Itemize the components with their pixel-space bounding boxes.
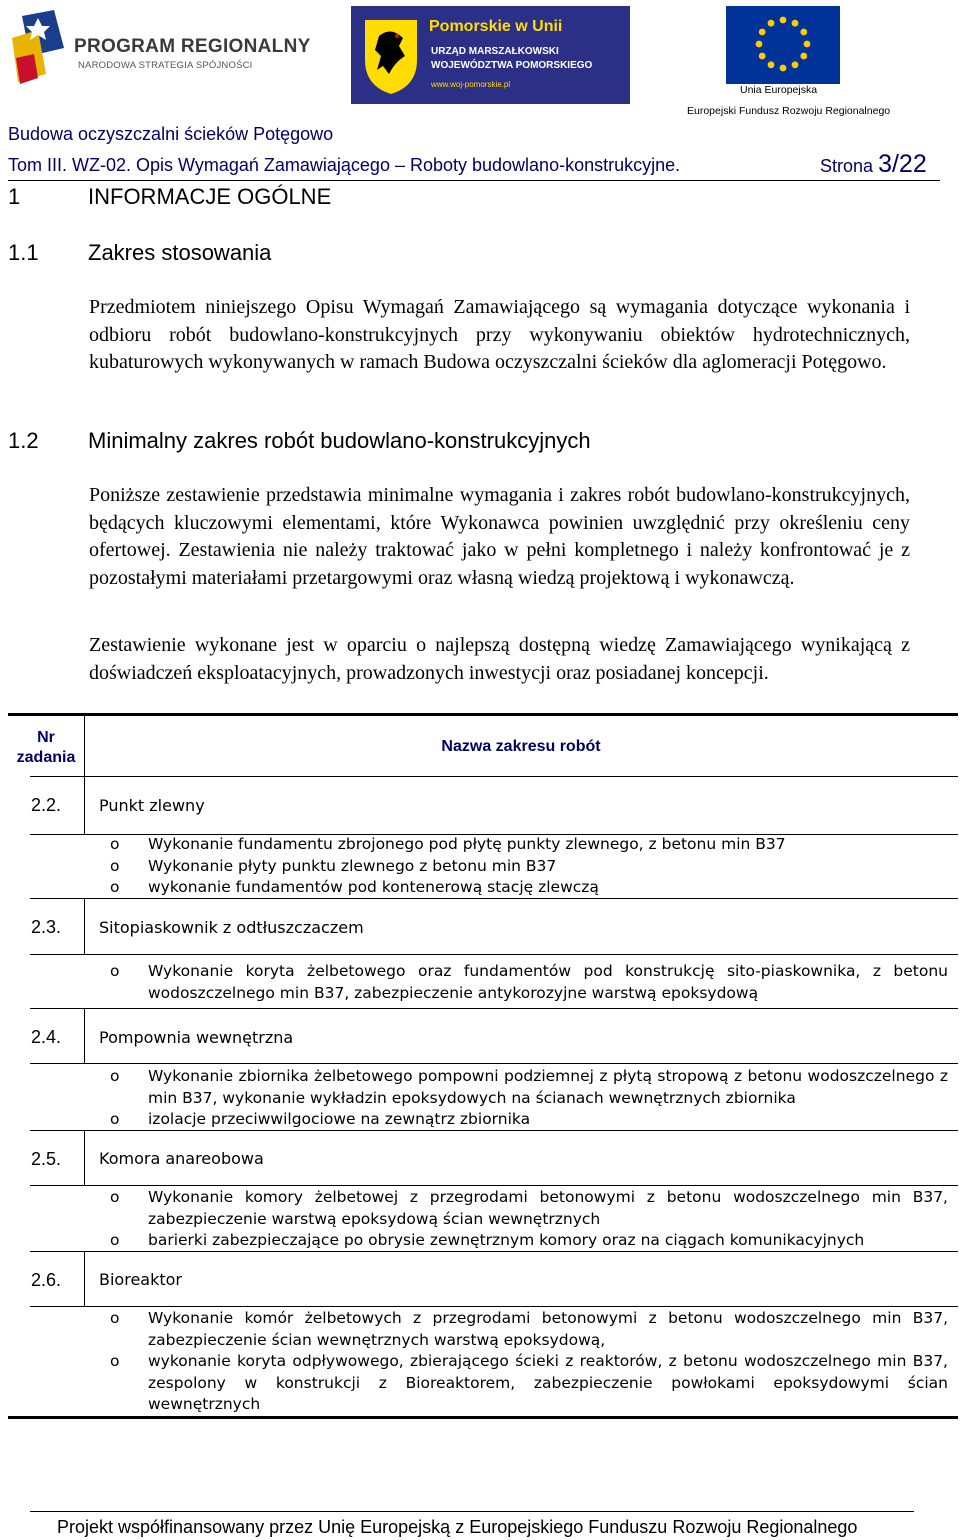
list-item: o Wykonanie zbiornika żelbetowego pompowni podziemnej z płytą stropową z betonu wodoszczelnego z min B37, wykonanie wykładzin epoksydowych na ścianach wewnętrznych zbiornika: [110, 1066, 948, 1109]
section-1-1-title: Zakres stosowania: [88, 240, 272, 265]
table-top-border: [8, 713, 958, 716]
eu-flag-logo: [726, 6, 840, 84]
row-2-4-number: 2.4.: [30, 1027, 62, 1047]
pomorskie-line1: URZĄD MARSZAŁKOWSKI: [431, 46, 559, 57]
row-rule: [30, 954, 958, 955]
eu-fund-label: Europejski Fundusz Rozwoju Regionalnego: [687, 105, 891, 117]
list-item: o Wykonanie komór żelbetowych z przegrodami betonowymi z betonu wodoszczelnego min B37, zabezpieczenie ścian wewnętrznych warstwą epoksydową,: [110, 1308, 948, 1351]
pomorskie-title: Pomorskie w Unii: [429, 18, 563, 35]
eu-stars-icon: [726, 6, 840, 84]
section-1-2-text-1: Poniższe zestawienie przedstawia minimalne wymagania i zakres robót budowlano-konstrukcyjnych, będących kluczowymi elementami, które Wykonawca powinien uwzględnić przy określeniu ceny ofertowej. Zestawienia nie należy traktować jako w pełni kompletnego i należy konfrontować je z pozostałymi materiałami przetargowymi oraz własną wiedzą projektową i wykonawczą.: [89, 484, 910, 589]
row-divider: [84, 1252, 85, 1307]
row-divider: [84, 899, 85, 955]
header-project: Budowa oczyszczalni ścieków Potęgowo: [8, 124, 334, 144]
section-1-1-heading: [8, 240, 271, 266]
pomorskie-url: www.woj-pomorskie.pl: [431, 80, 511, 89]
list-item: o Wykonanie płyty punktu zlewnego z betonu min B37: [110, 856, 948, 878]
list-item: o wykonanie fundamentów pod kontenerową stację zlewczą: [110, 877, 948, 899]
row-2-3-items: [110, 961, 948, 1004]
row-divider: [84, 1131, 85, 1186]
row-rule: [30, 1185, 958, 1186]
section-1-1-number: 1.1: [8, 240, 39, 265]
program-regionalny-title: PROGRAM REGIONALNY: [74, 36, 311, 57]
footer-rule: [30, 1511, 914, 1512]
section-1-2-number: 1.2: [8, 428, 39, 453]
row-rule: [30, 1063, 958, 1064]
table-bottom-border: [8, 1416, 958, 1419]
row-divider: [84, 777, 85, 835]
griffin-crest-icon: [359, 16, 423, 96]
list-item: o Wykonanie komory żelbetowej z przegrodami betonowymi z betonu wodoszczelnego min B37, zabezpieczenie warstwą epoksydową ścian wewnętrznych: [110, 1187, 948, 1230]
section-1-1-text: Przedmiotem niniejszego Opisu Wymagań Zamawiającego są wymagania dotyczące wykonania i odbioru robót budowlano-konstrukcyjnych przy wykonywaniu obiektów hydrotechnicznych, kubaturowych wykonywanych w ramach Budowa oczyszczalni ścieków dla aglomeracji Potęgowo.: [89, 296, 910, 374]
program-regionalny-subtitle: NARODOWA STRATEGIA SPÓJNOŚCI: [78, 60, 253, 71]
header-rule: [8, 180, 940, 181]
header-document: Tom III. WZ-02. Opis Wymagań Zamawiającego – Roboty budowlano-konstrukcyjne.: [8, 155, 681, 175]
eu-label: Unia Europejska: [740, 84, 818, 96]
row-2-2-items: [110, 834, 948, 899]
list-item: o Wykonanie koryta żelbetowego oraz fundamentów pod konstrukcję sito-piaskownika, z betonu wodoszczelnego min B37, zabezpieczenie antykorozyjne warstwą epoksydową: [110, 961, 948, 1004]
row-rule: [30, 898, 958, 899]
row-2-2-number: 2.2.: [30, 795, 62, 815]
table-header-rule: [30, 776, 958, 777]
section-1-2-title: Minimalny zakres robót budowlano-konstrukcyjnych: [88, 428, 591, 453]
row-2-6-number: 2.6.: [30, 1270, 62, 1290]
row-2-2-title: Punkt zlewny: [99, 796, 205, 815]
page-label: Strona: [820, 156, 874, 176]
row-rule: [30, 1008, 958, 1009]
page-indicator: [820, 150, 927, 179]
row-2-3-number: 2.3.: [30, 917, 62, 937]
table-header-nr: Nr zadania: [16, 729, 76, 766]
section-1-number: 1: [8, 184, 21, 209]
pomorskie-logo: [351, 6, 630, 104]
list-item: o barierki zabezpieczające po obrysie zewnętrznym komory oraz na ciągach komunikacyjnych: [110, 1230, 948, 1252]
section-1-title: INFORMACJE OGÓLNE: [88, 184, 332, 209]
row-2-4-title: Pompownia wewnętrzna: [99, 1028, 294, 1047]
table-header-divider: [84, 715, 85, 777]
row-rule: [30, 1251, 958, 1252]
footer-text: Projekt współfinansowany przez Unię Europejską z Europejskiego Funduszu Rozwoju Regionalnego: [57, 1517, 858, 1537]
section-1-heading: [8, 184, 331, 210]
row-2-5-number: 2.5.: [30, 1149, 62, 1169]
section-1-2-text-2: Zestawienie wykonane jest w oparciu o najlepszą dostępną wiedzę Zamawiającego wynikającą z doświadczeń eksploatacyjnych, prowadzonych inwestycji oraz posiadanej koncepcji.: [89, 634, 910, 684]
list-item: o wykonanie koryta odpływowego, zbierającego ścieki z reaktorów, z betonu wodoszczelnego min B37, zespolony w konstrukcji z Bioreaktorem, zabezpieczenie powłokami epoksydowymi ścian wewnętrznych: [110, 1351, 948, 1416]
row-rule: [30, 1306, 958, 1307]
table-header-name: Nazwa zakresu robót: [441, 738, 601, 755]
section-1-2-heading: [8, 428, 591, 454]
program-regionalny-emblem-icon: [8, 8, 70, 88]
row-divider: [84, 1009, 85, 1064]
row-2-5-title: Komora anareobowa: [99, 1149, 264, 1168]
row-2-5-items: [110, 1187, 948, 1252]
row-rule: [30, 1130, 958, 1131]
row-2-3-title: Sitopiaskownik z odtłuszczaczem: [99, 918, 364, 937]
row-2-4-items: [110, 1066, 948, 1131]
program-regionalny-logo: [8, 8, 328, 94]
pomorskie-line2: WOJEWÓDZTWA POMORSKIEGO: [431, 60, 593, 71]
page-number: 3/22: [878, 150, 927, 178]
row-2-6-title: Bioreaktor: [99, 1270, 182, 1289]
list-item: o Wykonanie fundamentu zbrojonego pod płytę punkty zlewnego, z betonu min B37: [110, 834, 948, 856]
row-2-6-items: [110, 1308, 948, 1416]
list-item: o izolacje przeciwwilgociowe na zewnątrz zbiornika: [110, 1109, 948, 1131]
